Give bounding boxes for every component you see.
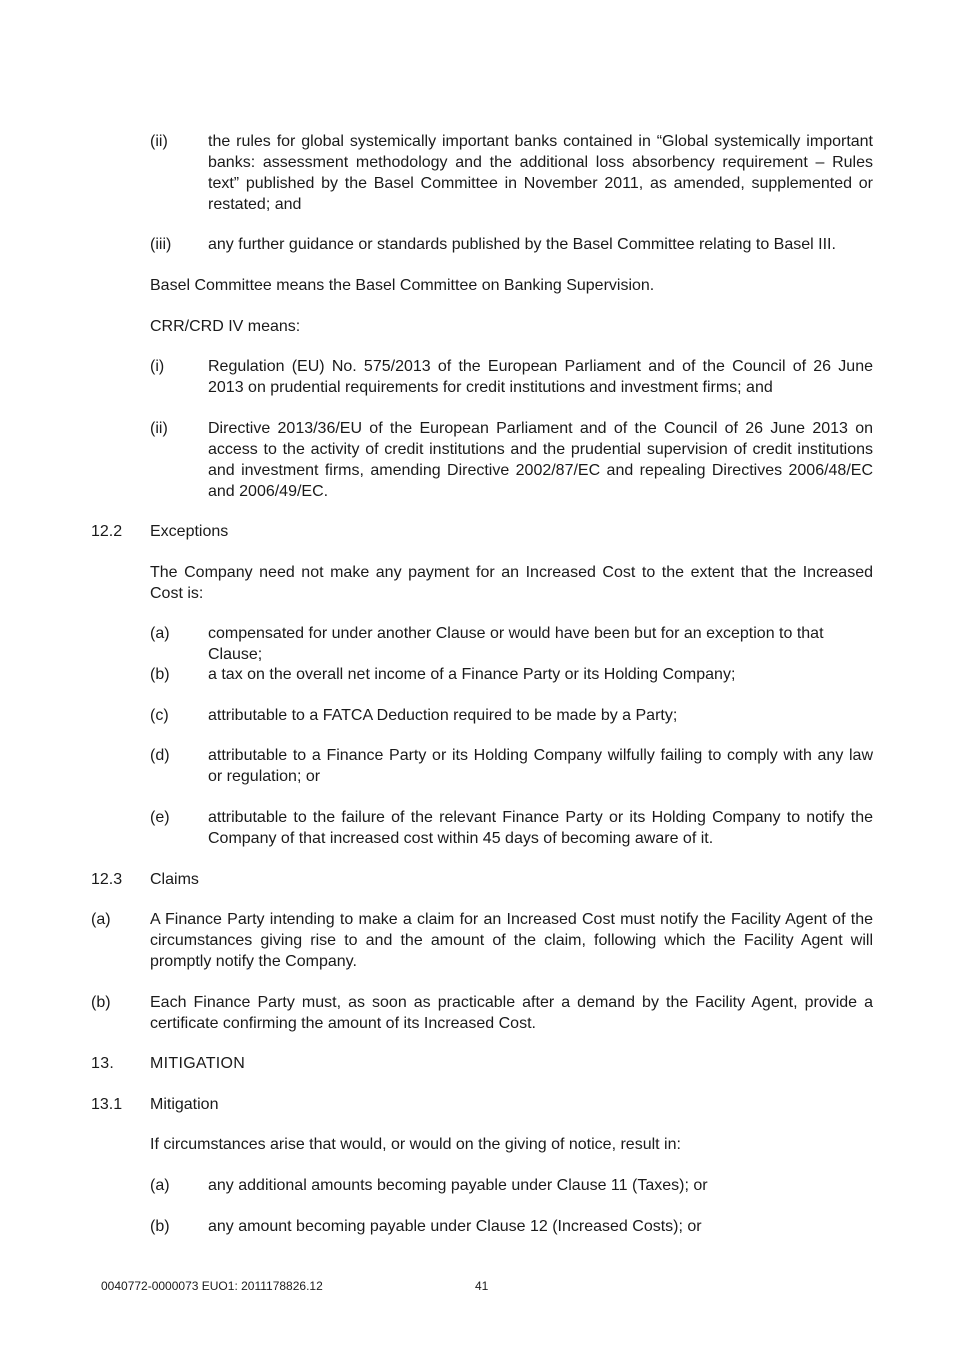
item-text: any amount becoming payable under Clause 12 (Increased Costs); or <box>208 1218 702 1235</box>
clause-number: 13. <box>91 1055 115 1072</box>
item-label: (a) <box>91 911 111 928</box>
footer-doc-reference: 0040772-0000073 EUO1: 2011178826.12 <box>101 1279 323 1293</box>
item-text: attributable to the failure of the relevant Finance Party or its Holding Company to notify the Company of that increased cost within 45 days of becoming aware of it. <box>208 809 873 847</box>
item-text: any further guidance or standards published by the Basel Committee relating to Basel III. <box>208 236 836 253</box>
section-number: 12.2 <box>91 523 123 540</box>
item-text: any additional amounts becoming payable under Clause 11 (Taxes); or <box>208 1177 708 1194</box>
item-text: attributable to a FATCA Deduction required to be made by a Party; <box>208 707 678 724</box>
item-text: attributable to a Finance Party or its Holding Company wilfully failing to comply with any law or regulation; or <box>208 747 873 785</box>
item-text: Regulation (EU) No. 575/2013 of the European Parliament and of the Council of 26 June 2013 on prudential requirements for credit institutions and investment firms; and <box>208 358 873 396</box>
section-title: Mitigation <box>150 1096 219 1113</box>
item-text: A Finance Party intending to make a claim for an Increased Cost must notify the Facility Agent of the circumstances giving rise to and the amount of the claim, following which the Facility Agent will promptly notify the Company. <box>150 911 873 970</box>
item-label: (ii) <box>150 133 168 150</box>
section-number: 13.1 <box>91 1096 123 1113</box>
section-number: 12.3 <box>91 871 123 888</box>
item-label: (b) <box>150 1218 170 1235</box>
item-label: (c) <box>150 707 169 724</box>
item-label: (b) <box>150 666 170 683</box>
item-label: (d) <box>150 747 170 764</box>
item-label: (b) <box>91 994 111 1011</box>
item-label: (a) <box>150 625 170 642</box>
item-text: compensated for under another Clause or would have been but for an exception to that Clause; <box>208 625 824 663</box>
mitigation-intro: If circumstances arise that would, or would on the giving of notice, result in: <box>150 1136 681 1153</box>
item-text: the rules for global systemically important banks contained in “Global systemically important banks: assessment methodology and the additional loss absorbency requirement – Rules text” published by the Basel Committee in November 2011, as amended, supplemented or restated; and <box>208 133 873 213</box>
section-title: Exceptions <box>150 523 229 540</box>
item-label: (i) <box>150 358 165 375</box>
item-label: (e) <box>150 809 170 826</box>
clause-title: MITIGATION <box>150 1055 246 1072</box>
section-title: Claims <box>150 871 199 888</box>
item-label: (a) <box>150 1177 170 1194</box>
item-label: (iii) <box>150 236 172 253</box>
footer-page-number: 41 <box>475 1279 489 1293</box>
item-text: Directive 2013/36/EU of the European Parliament and of the Council of 26 June 2013 on access to the activity of credit institutions and the prudential supervision of credit institutions and investment firms, amending Directive 2002/87/EC and repealing Directives 2006/48/EC and 2006/49/EC. <box>208 420 873 500</box>
exceptions-intro: The Company need not make any payment for an Increased Cost to the extent that the Increased Cost is: <box>150 564 873 602</box>
definition-basel-committee: Basel Committee means the Basel Committee on Banking Supervision. <box>150 277 655 294</box>
definition-crr-crd-iv: CRR/CRD IV means: <box>150 318 301 335</box>
item-text: Each Finance Party must, as soon as practicable after a demand by the Facility Agent, provide a certificate confirming the amount of its Increased Cost. <box>150 994 873 1032</box>
item-label: (ii) <box>150 420 168 437</box>
item-text: a tax on the overall net income of a Finance Party or its Holding Company; <box>208 666 736 683</box>
